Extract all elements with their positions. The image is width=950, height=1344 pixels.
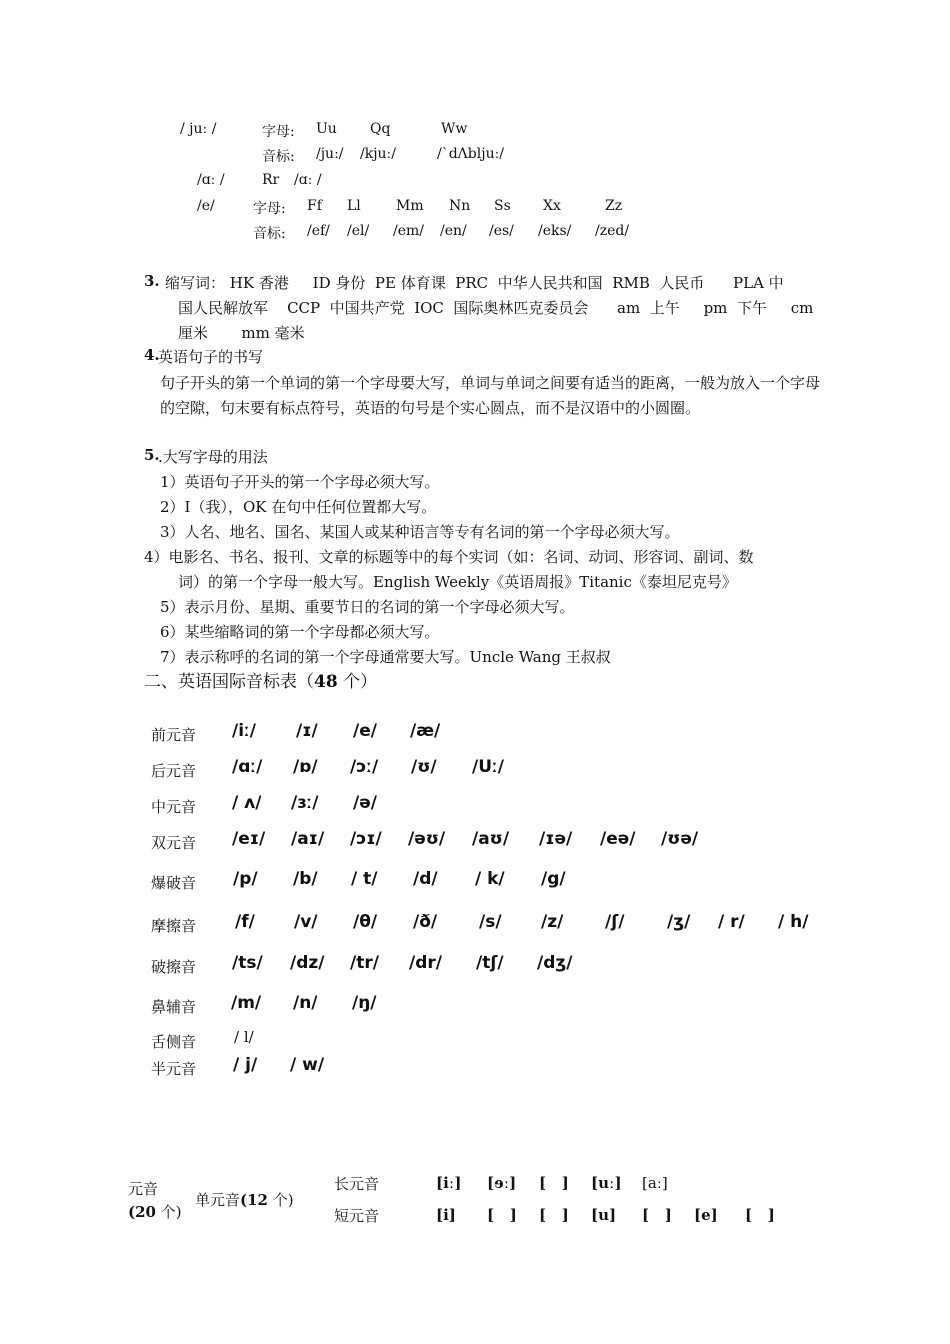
ipa-symbol: /z/ bbox=[541, 912, 564, 932]
vowel-label: 元音 bbox=[128, 1180, 159, 1198]
label-phonetic-2: 音标: bbox=[253, 226, 286, 242]
ipa-symbol: /ŋ/ bbox=[352, 993, 377, 1013]
rule-item-6: 6）某些缩略词的第一个字母都必须大写。 bbox=[160, 623, 440, 641]
ipa-symbol: /eɪ/ bbox=[232, 829, 266, 849]
rule-item-4-cont: 词）的第一个字母一般大写。English Weekly《英语周报》Titanic《泰坦尼克号》 bbox=[178, 573, 737, 591]
ipa-symbol: /b/ bbox=[293, 869, 318, 889]
section-5-title: .大写字母的用法 bbox=[158, 448, 268, 466]
phon-es: /es/ bbox=[489, 223, 514, 239]
ipa-symbol: /ʒ/ bbox=[667, 912, 691, 932]
ipa-symbol: / l/ bbox=[234, 1028, 254, 1046]
phon-zed: /zed/ bbox=[595, 223, 630, 239]
ipa-symbol: /dʒ/ bbox=[537, 953, 573, 973]
phon-ef: /ef/ bbox=[307, 223, 330, 239]
long-vowel-cell: [uː] bbox=[591, 1174, 622, 1192]
ipa-symbol: /ʃ/ bbox=[605, 912, 625, 932]
ipa-symbol: /ɑː/ bbox=[232, 757, 263, 777]
short-vowel-cell: [u] bbox=[591, 1206, 617, 1224]
ipa-row-label: 半元音 bbox=[151, 1060, 197, 1078]
ipa-symbol: /ɪ/ bbox=[296, 721, 318, 741]
short-vowel-cell: [e] bbox=[694, 1206, 718, 1224]
ipa-symbol: /eə/ bbox=[600, 829, 636, 849]
section-3-number: 3. bbox=[144, 272, 160, 290]
abbrev-line-1: 缩写词： HK 香港 ID 身份 PE 体育课 PRC 中华人民共和国 RMB 人民币 PLA 中 bbox=[165, 274, 784, 292]
ipa-symbol: / h/ bbox=[778, 912, 809, 932]
mono-vowel-text: 单元音 bbox=[195, 1191, 241, 1209]
short-vowel-cell: [ ] bbox=[539, 1206, 569, 1224]
ipa-row-label: 双元音 bbox=[151, 834, 197, 852]
ipa-row-label: 摩擦音 bbox=[151, 917, 197, 935]
letter-nn: Nn bbox=[449, 198, 471, 214]
ipa-row-label: 前元音 bbox=[151, 726, 197, 744]
rule-item-1: 1）英语句子开头的第一个字母必须大写。 bbox=[160, 473, 440, 491]
ipa-symbol: /m/ bbox=[231, 993, 262, 1013]
sound-e: /e/ bbox=[197, 198, 215, 214]
letter-uu: Uu bbox=[316, 121, 337, 137]
ipa-row-label: 中元音 bbox=[151, 798, 197, 816]
ipa-symbol: /Uː/ bbox=[472, 757, 504, 777]
ipa-row-label: 爆破音 bbox=[151, 874, 197, 892]
letter-qq: Qq bbox=[370, 121, 391, 137]
abbrev-line-3: 厘米 mm 毫米 bbox=[178, 324, 305, 342]
ipa-symbol: /ɜː/ bbox=[291, 793, 319, 813]
letter-ss: Ss bbox=[494, 198, 511, 214]
short-vowel-cell: [i] bbox=[436, 1206, 456, 1224]
phon-en: /en/ bbox=[440, 223, 467, 239]
ipa-symbol: /dr/ bbox=[409, 953, 442, 973]
ipa-row-label: 鼻辅音 bbox=[151, 998, 197, 1016]
ipa-symbol: /iː/ bbox=[232, 721, 256, 741]
ipa-symbol: /v/ bbox=[294, 912, 318, 932]
rule-item-3: 3）人名、地名、国名、某国人或某种语言等专有名词的第一个字母必须大写。 bbox=[160, 523, 680, 541]
ipa-symbol: /f/ bbox=[235, 912, 255, 932]
ipa-symbol: /ts/ bbox=[232, 953, 263, 973]
ipa-symbol: / j/ bbox=[233, 1055, 258, 1075]
ipa-symbol: /ð/ bbox=[413, 912, 438, 932]
long-vowel-cell: [iː] bbox=[436, 1174, 462, 1192]
phon-a: /ɑː / bbox=[294, 172, 322, 188]
phon-em: /em/ bbox=[393, 223, 424, 239]
label-phonetic: 音标: bbox=[262, 149, 295, 165]
abbrev-line-2: 国人民解放军 CCP 中国共产党 IOC 国际奥林匹克委员会 am 上午 pm 下午 cm bbox=[178, 299, 814, 317]
ipa-symbol: /ə/ bbox=[353, 793, 377, 813]
ipa-symbol: /p/ bbox=[233, 869, 258, 889]
ipa-symbol: /ɒ/ bbox=[293, 757, 318, 777]
mono-vowel-unit: 个) bbox=[268, 1191, 294, 1209]
long-vowel-cell: [ɘː] bbox=[487, 1174, 517, 1192]
letter-ww: Ww bbox=[441, 121, 468, 137]
ipa-symbol: /tʃ/ bbox=[476, 953, 504, 973]
ipa-heading-pre: 二、英语国际音标表（ bbox=[144, 672, 314, 692]
short-vowel-cell: [ ] bbox=[487, 1206, 517, 1224]
ipa-row-label: 破擦音 bbox=[151, 958, 197, 976]
letter-mm: Mm bbox=[396, 198, 424, 214]
phon-ju: /juː/ bbox=[316, 146, 344, 162]
ipa-symbol: /æ/ bbox=[410, 721, 441, 741]
ipa-symbol: /n/ bbox=[293, 993, 318, 1013]
ipa-symbol: /ʊə/ bbox=[661, 829, 699, 849]
ipa-heading-num: 48 bbox=[314, 672, 338, 692]
letter-ll: Ll bbox=[347, 198, 361, 214]
sound-ju: / juː / bbox=[180, 121, 217, 137]
ipa-symbol: /s/ bbox=[479, 912, 502, 932]
rule-item-5: 5）表示月份、星期、重要节日的名词的第一个字母必须大写。 bbox=[160, 598, 575, 616]
letter-rr: Rr bbox=[262, 172, 280, 188]
long-vowel-label: 长元音 bbox=[334, 1175, 380, 1193]
section-4-body: 句子开头的第一个单词的第一个字母要大写，单词与单词之间要有适当的距离，一般为放入一个字母的空隙，句末要有标点符号，英语的句号是个实心圆点，而不是汉语中的小圆圈。 bbox=[160, 374, 821, 417]
ipa-row-label: 后元音 bbox=[151, 762, 197, 780]
ipa-symbol: / w/ bbox=[290, 1055, 325, 1075]
section-5-number: 5. bbox=[144, 446, 160, 464]
ipa-row-label: 舌侧音 bbox=[151, 1033, 197, 1051]
short-vowel-cell: [ ] bbox=[642, 1206, 672, 1224]
letter-ff: Ff bbox=[307, 198, 322, 214]
vowel-count-unit: 个) bbox=[155, 1203, 182, 1221]
letter-zz: Zz bbox=[605, 198, 623, 214]
ipa-symbol: /d/ bbox=[413, 869, 438, 889]
ipa-symbol: / k/ bbox=[475, 869, 505, 889]
vowel-count-num: (20 bbox=[128, 1203, 156, 1221]
sound-a: /ɑː / bbox=[197, 172, 225, 188]
phon-double-u: /ˋdΛbljuː/ bbox=[437, 146, 505, 162]
ipa-symbol: /θ/ bbox=[353, 912, 378, 932]
ipa-symbol: / r/ bbox=[718, 912, 745, 932]
ipa-symbol: /aʊ/ bbox=[472, 829, 510, 849]
ipa-heading bbox=[144, 667, 377, 692]
mono-vowel-num: (12 bbox=[240, 1191, 268, 1209]
mono-vowel-label bbox=[195, 1189, 294, 1210]
phon-kju: /kjuː/ bbox=[360, 146, 396, 162]
phon-el: /el/ bbox=[347, 223, 370, 239]
rule-item-7: 7）表示称呼的名词的第一个字母通常要大写。Uncle Wang 王叔叔 bbox=[160, 648, 611, 666]
long-vowel-cell: [ ] bbox=[539, 1174, 569, 1192]
ipa-symbol: /g/ bbox=[541, 869, 566, 889]
letter-xx: Xx bbox=[543, 198, 561, 214]
ipa-symbol: /əʊ/ bbox=[408, 829, 446, 849]
ipa-symbol: /dz/ bbox=[290, 953, 325, 973]
rule-item-2: 2）I（我），OK 在句中任何位置都大写。 bbox=[160, 498, 437, 516]
ipa-heading-post: 个） bbox=[337, 672, 378, 692]
short-vowel-label: 短元音 bbox=[334, 1207, 380, 1225]
vowel-count bbox=[128, 1201, 182, 1222]
ipa-symbol: /tr/ bbox=[350, 953, 379, 973]
ipa-symbol: /ʊ/ bbox=[411, 757, 437, 777]
ipa-symbol: /e/ bbox=[353, 721, 377, 741]
short-vowel-cell: [ ] bbox=[745, 1206, 775, 1224]
ipa-symbol: / ʌ/ bbox=[232, 793, 262, 813]
ipa-symbol: /ɪə/ bbox=[539, 829, 573, 849]
label-letter-2: 字母: bbox=[253, 201, 286, 217]
long-vowel-cell: [aː] bbox=[642, 1174, 668, 1192]
section-4-number: 4. bbox=[144, 346, 160, 364]
phon-eks: /eks/ bbox=[538, 223, 572, 239]
ipa-symbol: /ɔː/ bbox=[350, 757, 379, 777]
rule-item-4: 4）电影名、书名、报刊、文章的标题等中的每个实词（如：名词、动词、形容词、副词、数 bbox=[144, 548, 754, 566]
ipa-symbol: /aɪ/ bbox=[291, 829, 325, 849]
ipa-symbol: /ɔɪ/ bbox=[350, 829, 382, 849]
label-letter: 字母: bbox=[262, 124, 295, 140]
section-4-title: 英语句子的书写 bbox=[158, 348, 264, 366]
ipa-symbol: / t/ bbox=[351, 869, 378, 889]
